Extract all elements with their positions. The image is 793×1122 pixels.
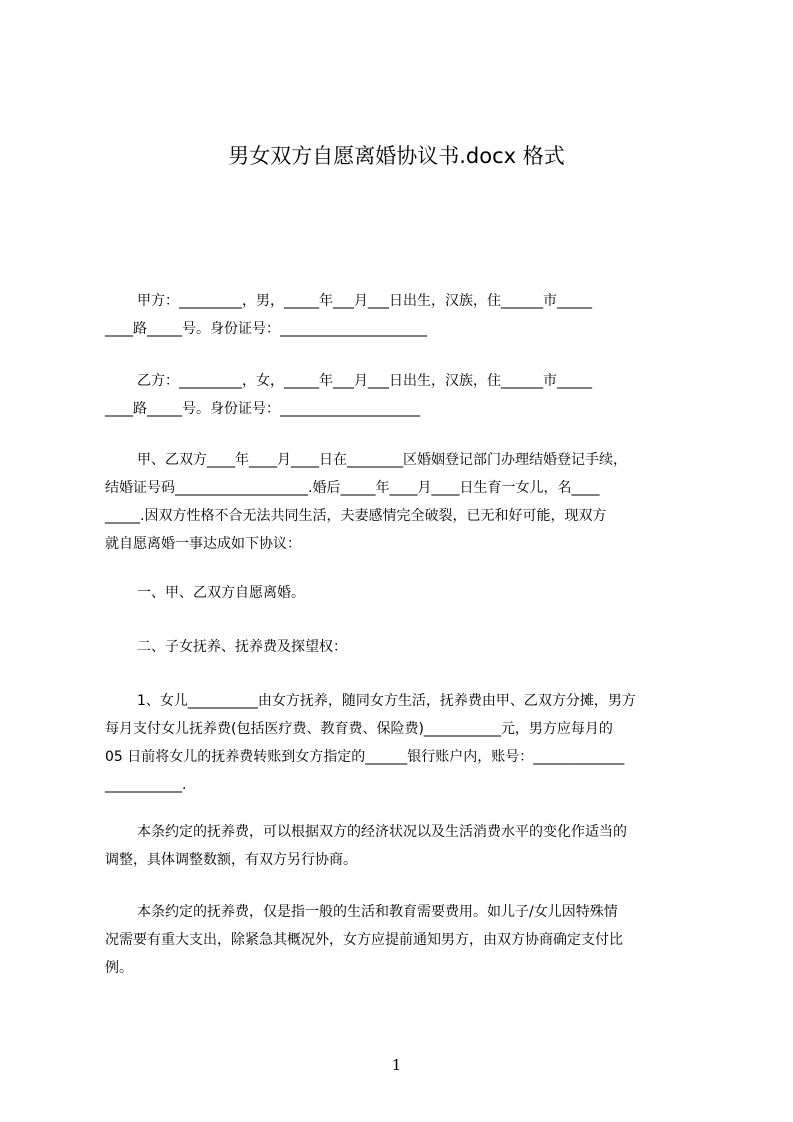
party-b-line-1: 乙方：_________，女，_____年___月___日出生，汉族，住______市_____ — [137, 373, 592, 389]
support-scope-line-3: 例。 — [105, 960, 133, 976]
page-number: 1 — [391, 1056, 402, 1074]
support-scope-paragraph — [105, 898, 705, 982]
support-adjustment-line-1: 本条约定的抚养费，可以根据双方的经济状况以及生活消费水平的变化作适当的 — [137, 824, 627, 840]
party-b-line-2: ____路_____号。身份证号：____________________ — [105, 401, 420, 417]
clause-2-line-1: 二、子女抚养、抚养费及探望权： — [137, 639, 347, 655]
clause-2-1-line-3: 05 日前将女儿的抚养费转账到女方指定的______银行账户内，账号：_____________ — [105, 749, 625, 765]
support-adjustment-paragraph — [105, 818, 705, 874]
party-a-paragraph — [105, 287, 705, 343]
party-b-paragraph — [105, 367, 705, 423]
marriage-facts-line-2: 结婚证号码___________________.婚后_____年____月____日生育一女儿，名____ — [105, 480, 600, 496]
clause-1-line-1: 一、甲、乙双方自愿离婚。 — [137, 585, 305, 601]
clause-1-paragraph — [105, 579, 705, 607]
clause-2-paragraph — [105, 633, 705, 661]
marriage-facts-line-1: 甲、乙双方____年____月____日在________区婚姻登记部门办理结婚登记手续， — [137, 452, 627, 468]
party-a-line-2: ____路_____号。身份证号：_____________________ — [105, 321, 427, 337]
support-scope-line-2: 况需要有重大支出，除紧急其概况外，女方应提前通知男方，由双方协商确定支付比 — [105, 932, 623, 948]
marriage-facts-paragraph — [105, 446, 705, 558]
support-scope-line-1: 本条约定的抚养费，仅是指一般的生活和教育需要费用。如儿子/女儿因特殊情 — [137, 904, 618, 920]
clause-2-1-line-4: ___________. — [105, 777, 187, 793]
support-adjustment-line-2: 调整，具体调整数额，有双方另行协商。 — [105, 852, 357, 868]
marriage-facts-line-3: _____.因双方性格不合无法共同生活，夫妻感情完全破裂，已无和好可能，现双方 — [105, 508, 607, 524]
marriage-facts-line-4: 就自愿离婚一事达成如下协议： — [105, 536, 301, 552]
clause-2-1-paragraph — [105, 687, 705, 799]
clause-2-1-line-2: 每月支付女儿抚养费(包括医疗费、教育费、保险费)___________元，男方应每月的 — [105, 721, 613, 737]
clause-2-1-line-1: 1、女儿__________由女方抚养，随同女方生活，抚养费由甲、乙双方分摊，男方 — [137, 693, 636, 709]
document-title: 男女双方自愿离婚协议书.docx 格式 — [228, 144, 565, 168]
party-a-line-1: 甲方：_________，男，_____年___月___日出生，汉族，住______市_____ — [137, 293, 592, 309]
